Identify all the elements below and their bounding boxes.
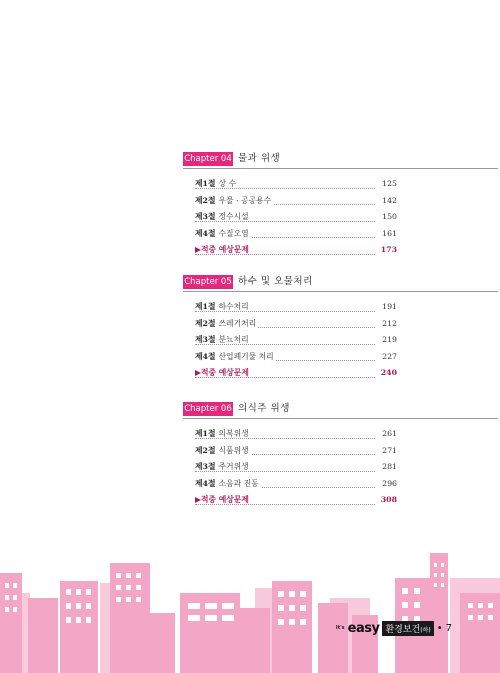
toc-entry[interactable] (195, 193, 397, 210)
toc-list (195, 299, 397, 382)
toc-entry[interactable] (195, 426, 397, 443)
footer-page-number: 7 (445, 622, 452, 634)
toc-list (195, 176, 397, 259)
chapter-header (183, 275, 498, 292)
exam-label: ▶적중 예상문제 (195, 368, 249, 377)
section-number: 제3절 (195, 335, 216, 344)
exam-label: ▶적중 예상문제 (195, 245, 249, 254)
page-number: 240 (379, 365, 397, 382)
section-title: 정수시설 (218, 212, 249, 221)
toc-entry[interactable] (195, 316, 397, 333)
section-number: 제3절 (195, 462, 216, 471)
page-number: 296 (380, 476, 397, 493)
page-number: 173 (379, 242, 397, 259)
section-title: 주거위생 (218, 462, 249, 471)
section-title: 분뇨처리 (218, 335, 249, 344)
toc-entry[interactable] (195, 459, 397, 476)
toc-entry[interactable] (195, 226, 397, 243)
page-number: 227 (380, 349, 397, 366)
page-number: 191 (380, 299, 397, 316)
toc-exam-entry[interactable] (195, 492, 397, 509)
page-number: 308 (379, 492, 397, 509)
exam-label: ▶적중 예상문제 (195, 495, 249, 504)
page-number: 150 (380, 209, 397, 226)
chapter-header (183, 402, 498, 419)
section-number: 제2절 (195, 195, 216, 205)
chapter-badge: Chapter 05 (184, 277, 232, 287)
section-number: 제2절 (195, 318, 216, 328)
chapter-05 (183, 275, 498, 382)
page-number: 261 (380, 426, 397, 443)
city-skyline-illustration (0, 553, 500, 673)
section-title: 상 수 (218, 179, 237, 188)
toc-entry[interactable] (195, 299, 397, 316)
toc-list (195, 426, 397, 509)
chapter-06 (183, 402, 498, 509)
section-number: 제2절 (195, 445, 216, 455)
section-number: 제4절 (195, 351, 216, 361)
chapter-badge: Chapter 06 (184, 404, 232, 414)
series-logo: easy (347, 620, 380, 636)
toc-entry[interactable] (195, 349, 397, 366)
book-title (382, 621, 433, 636)
section-title: 의복위생 (218, 429, 249, 438)
section-number: 제1절 (195, 179, 216, 188)
chapter-title: 물과 위생 (238, 153, 281, 164)
chapter-title: 의식주 위생 (238, 403, 290, 414)
section-title: 수질오염 (218, 228, 249, 238)
page-number: 271 (380, 443, 397, 460)
page-number: 125 (380, 176, 397, 193)
toc-exam-entry[interactable] (195, 365, 397, 382)
section-title: 소음과 진동 (218, 478, 259, 488)
footer-separator: • (436, 622, 443, 634)
page-number: 281 (380, 459, 397, 476)
book-title-suffix: (하) (420, 626, 431, 634)
chapter-badge: Chapter 04 (184, 154, 232, 164)
toc-exam-entry[interactable] (195, 242, 397, 259)
toc-entry[interactable] (195, 209, 397, 226)
section-title: 우물 · 공공용수 (218, 195, 272, 205)
section-number: 제3절 (195, 212, 216, 221)
series-prefix: It's (335, 625, 345, 631)
section-title: 식품위생 (218, 445, 249, 455)
section-title: 하수처리 (218, 302, 249, 311)
page-footer (336, 619, 452, 637)
toc-entry[interactable] (195, 332, 397, 349)
section-number: 제4절 (195, 478, 216, 488)
chapter-header (183, 152, 498, 169)
page-number: 219 (380, 332, 397, 349)
page-number: 212 (380, 316, 397, 333)
section-title: 쓰레기처리 (218, 318, 257, 328)
section-number: 제1절 (195, 302, 216, 311)
toc-entry[interactable] (195, 443, 397, 460)
book-title-text: 환경보건 (385, 624, 421, 635)
page-number: 142 (380, 193, 397, 210)
section-number: 제4절 (195, 228, 216, 238)
page-number: 161 (380, 226, 397, 243)
toc-entry[interactable] (195, 176, 397, 193)
chapter-title: 하수 및 오물처리 (238, 276, 313, 287)
section-title: 산업폐기물 처리 (218, 351, 274, 361)
section-number: 제1절 (195, 429, 216, 438)
chapter-04 (183, 152, 498, 259)
toc-entry[interactable] (195, 476, 397, 493)
